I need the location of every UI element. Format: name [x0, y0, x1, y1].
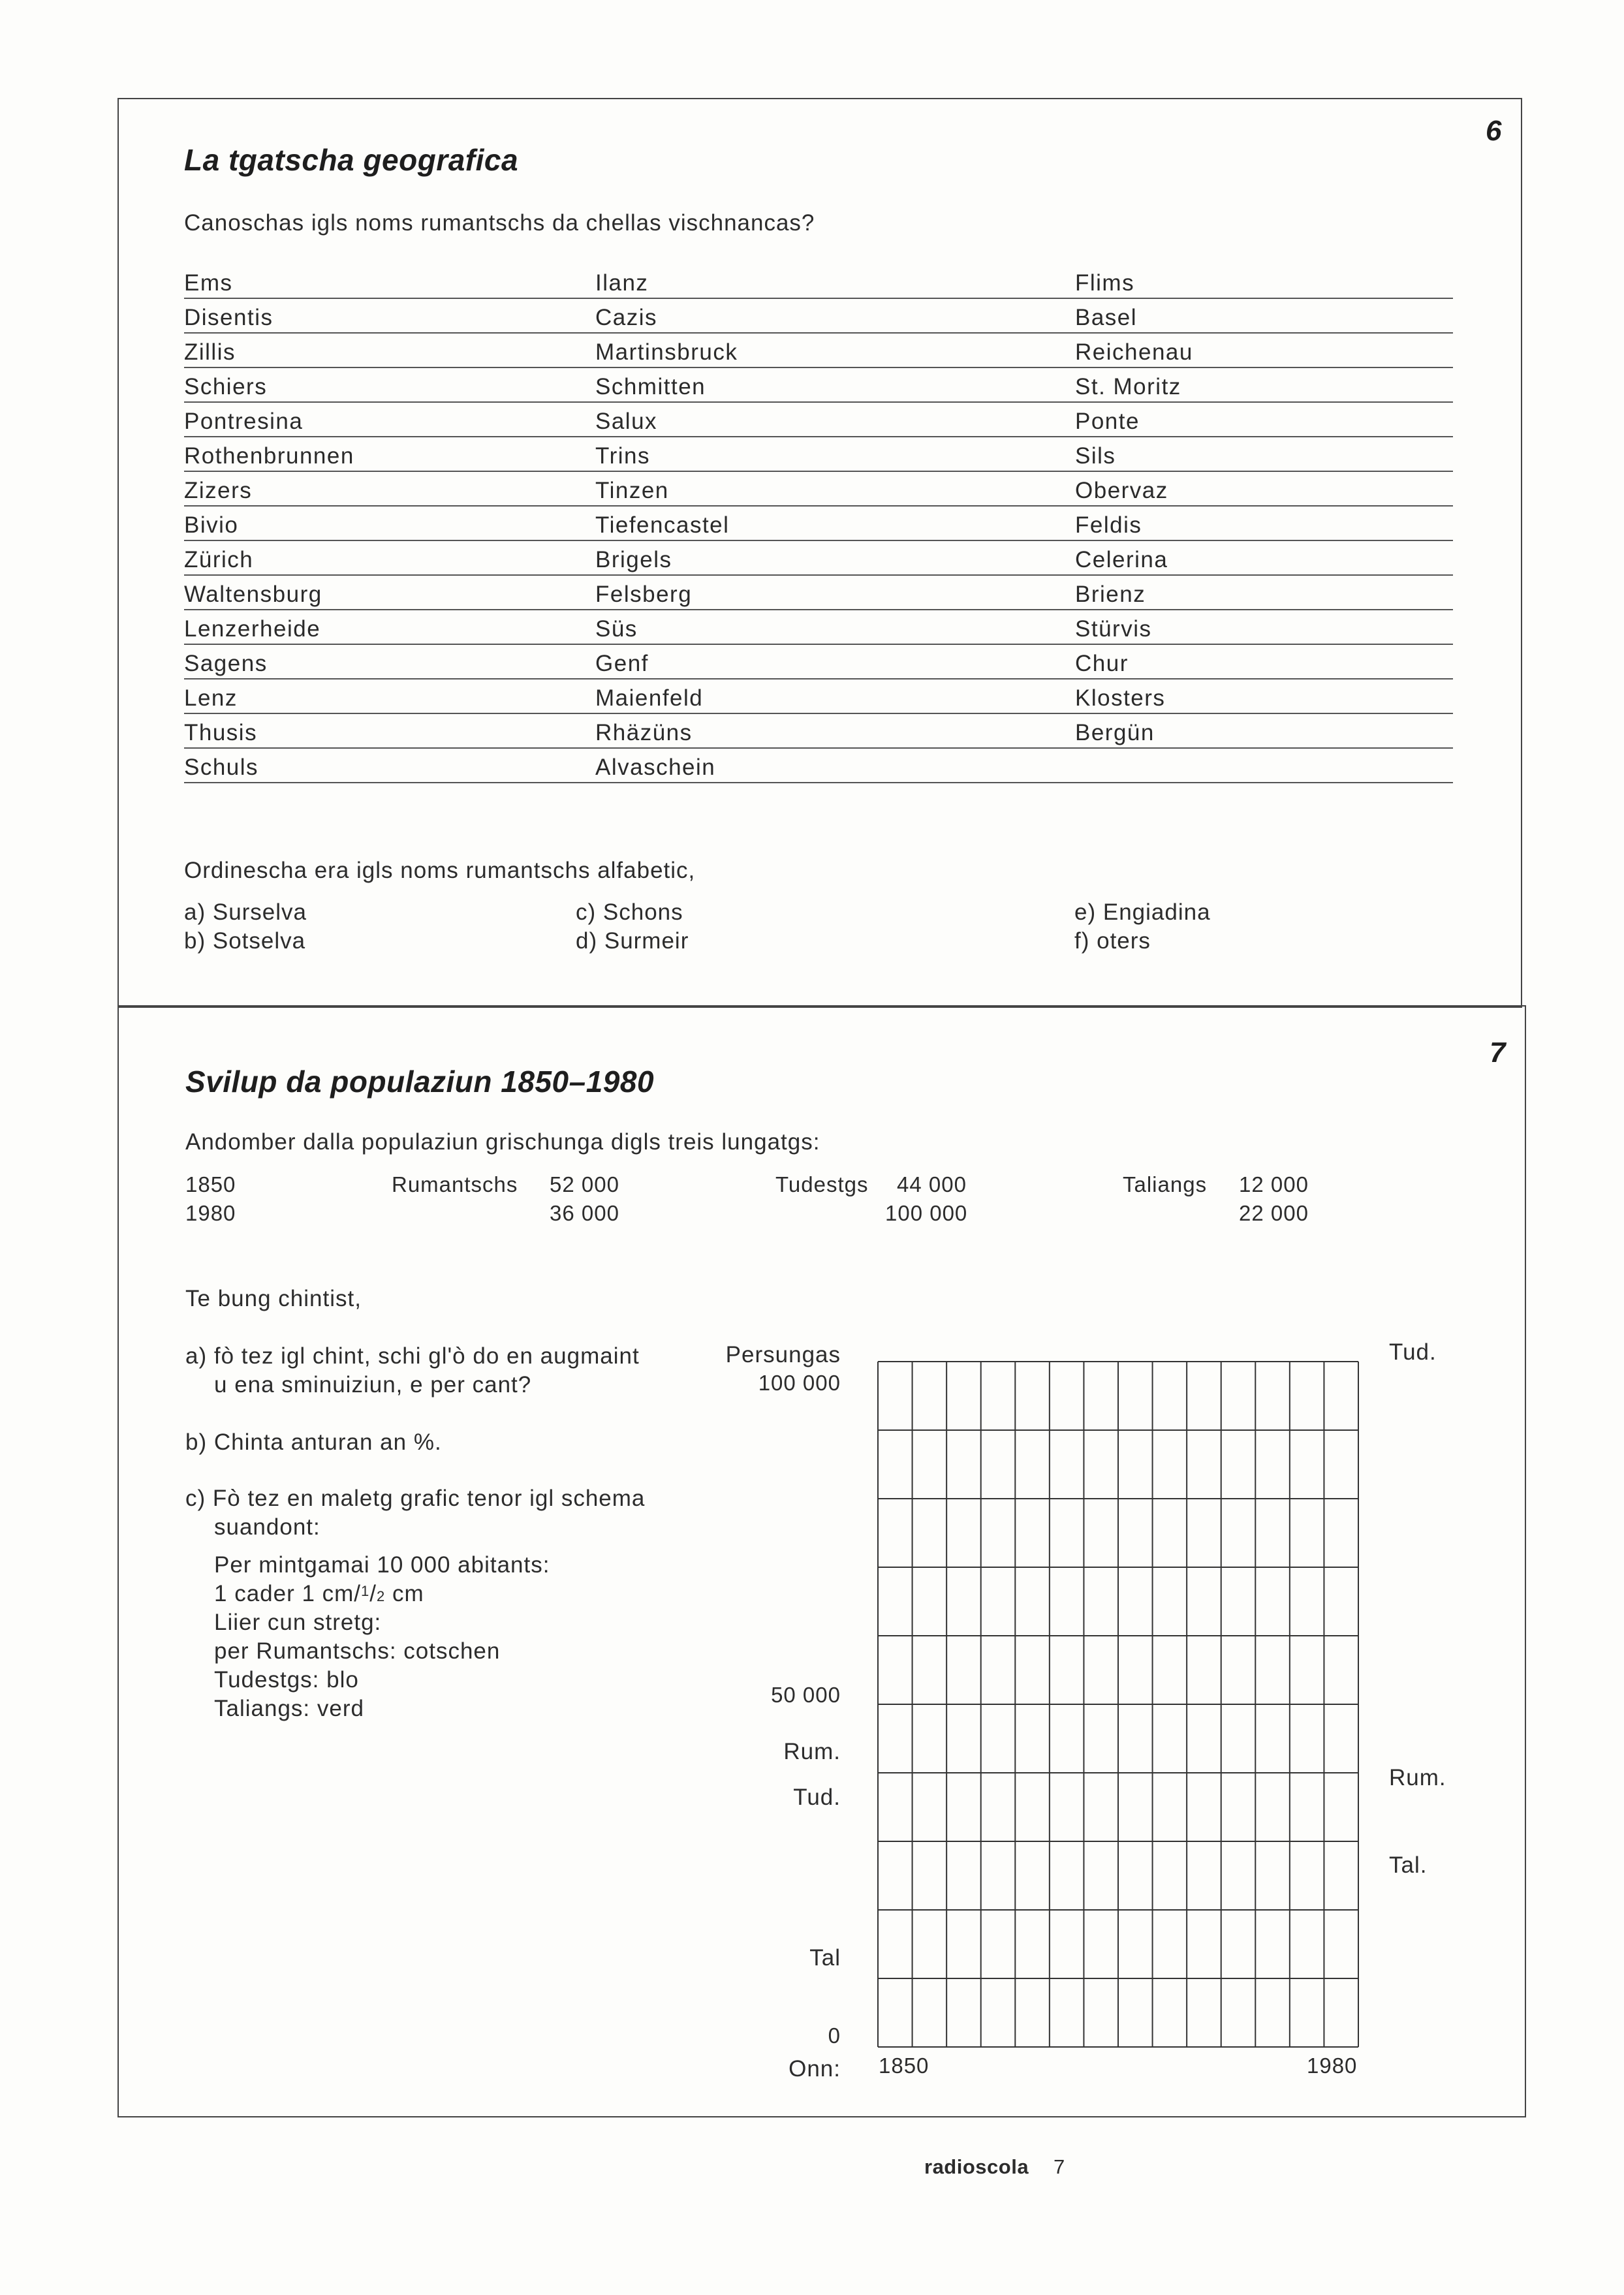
region-b: b) Sotselva	[184, 928, 306, 954]
y-tick-0: 0	[828, 2023, 841, 2048]
town-name: Zürich	[184, 547, 254, 572]
town-row	[184, 610, 1453, 645]
town-name: Stürvis	[1075, 616, 1152, 642]
town-name: Ilanz	[595, 270, 649, 296]
town-name: Ponte	[1075, 409, 1140, 434]
left-label-rum: Rum.	[783, 1739, 841, 1764]
label-taliangs: Taliangs	[1123, 1172, 1208, 1196]
region-c: c) Schons	[576, 899, 683, 925]
right-label-tud: Tud.	[1389, 1339, 1437, 1365]
town-name: Tinzen	[595, 478, 669, 503]
rum-1980: 36 000	[550, 1201, 619, 1225]
task-a-line1: a) fò tez igl chint, schi gl'ò do en augmaint	[185, 1343, 640, 1369]
town-name: Lenzerheide	[184, 616, 321, 642]
town-name: Martinsbruck	[595, 339, 738, 365]
scheme-line4: per Rumantschs: cotschen	[214, 1638, 501, 1664]
town-name: Brigels	[595, 547, 672, 572]
right-label-tal: Tal.	[1389, 1852, 1428, 1878]
task-c-line2: suandont:	[214, 1514, 320, 1540]
left-label-tud: Tud.	[793, 1785, 841, 1810]
town-name: Brienz	[1075, 582, 1146, 607]
town-name: Flims	[1075, 270, 1135, 296]
town-name: Alvaschein	[595, 755, 716, 780]
town-name: Celerina	[1075, 547, 1168, 572]
town-name: Süs	[595, 616, 638, 642]
town-name: Klosters	[1075, 685, 1166, 711]
region-e: e) Engiadina	[1074, 899, 1211, 925]
town-name: Basel	[1075, 305, 1138, 330]
town-name: Reichenau	[1075, 339, 1193, 365]
town-name: Disentis	[184, 305, 273, 330]
town-row	[184, 333, 1453, 368]
town-row	[184, 264, 1453, 299]
town-row	[184, 644, 1453, 679]
town-name: Waltensburg	[184, 582, 322, 607]
right-label-rum: Rum.	[1389, 1765, 1446, 1790]
town-name: Chur	[1075, 651, 1129, 676]
scheme-line6: Taliangs: verd	[214, 1696, 364, 1721]
y-tick-50000: 50 000	[771, 1683, 841, 1707]
x-tick-1980: 1980	[1307, 2053, 1358, 2078]
town-row	[184, 298, 1453, 334]
task-a-line2: u ena sminuiziun, e per cant?	[214, 1372, 532, 1397]
rum-1850: 52 000	[550, 1172, 619, 1196]
town-row	[184, 437, 1453, 472]
exercise-7-number: 7	[1490, 1037, 1506, 1069]
exercise-6-number: 6	[1486, 115, 1502, 147]
town-name: Cazis	[595, 305, 658, 330]
x-axis-title: Onn:	[789, 2056, 841, 2082]
order-instruction: Ordinescha era igls noms rumantschs alfabetic,	[184, 858, 696, 883]
tud-1980: 100 000	[885, 1201, 968, 1225]
town-name: Genf	[595, 651, 649, 676]
town-name: Schmitten	[595, 374, 706, 399]
y-axis-title: Persungas	[725, 1342, 841, 1367]
town-name: Schiers	[184, 374, 268, 399]
table-year-1980: 1980	[185, 1201, 236, 1225]
left-label-tal: Tal	[809, 1945, 841, 1971]
town-row	[184, 679, 1453, 714]
scheme-line1: Per mintgamai 10 000 abitants:	[214, 1552, 550, 1578]
town-name: Pontresina	[184, 409, 304, 434]
y-tick-100000: 100 000	[758, 1371, 841, 1395]
scheme-line2: 1 cader 1 cm/$^1$/2 cm	[214, 1581, 424, 1606]
town-name: Thusis	[184, 720, 258, 745]
town-name: Zillis	[184, 339, 236, 365]
town-name: Bivio	[184, 512, 239, 538]
exercise-6-question: Canoschas igls noms rumantschs da chellas vischnancas?	[184, 210, 815, 236]
town-name: Rothenbrunnen	[184, 443, 354, 469]
tal-1850: 12 000	[1239, 1172, 1309, 1196]
town-name: Schuls	[184, 755, 259, 780]
exercise-7-title: Svilup da populaziun 1850–1980	[185, 1065, 655, 1099]
blank-graph-grid[interactable]	[877, 1360, 1359, 2048]
town-row	[184, 402, 1453, 437]
town-name: Tiefencastel	[595, 512, 730, 538]
town-name: Obervaz	[1075, 478, 1168, 503]
town-name: St. Moritz	[1075, 374, 1181, 399]
task-b: b) Chinta anturan an %.	[185, 1429, 442, 1455]
town-name: Felsberg	[595, 582, 693, 607]
x-tick-1850: 1850	[879, 2053, 929, 2078]
footer-brand: radioscola	[924, 2155, 1029, 2178]
tal-1980: 22 000	[1239, 1201, 1309, 1225]
town-name: Ems	[184, 270, 233, 296]
town-row	[184, 506, 1453, 541]
town-row	[184, 367, 1453, 403]
label-tudestgs: Tudestgs	[775, 1172, 869, 1196]
town-name: Bergün	[1075, 720, 1155, 745]
tud-1850: 44 000	[897, 1172, 967, 1196]
town-name: Feldis	[1075, 512, 1142, 538]
footer-page-number: 7	[1054, 2155, 1066, 2178]
scheme-line5: Tudestgs: blo	[214, 1667, 359, 1693]
region-a: a) Surselva	[184, 899, 307, 925]
town-name: Zizers	[184, 478, 253, 503]
town-row	[184, 540, 1453, 576]
town-name: Sils	[1075, 443, 1116, 469]
town-row	[184, 575, 1453, 610]
task-c-line1: c) Fò tez en maletg grafic tenor igl schema	[185, 1486, 646, 1511]
town-name: Sagens	[184, 651, 268, 676]
exercise-7-intro: Andomber dalla populaziun grischunga digls treis lungatgs:	[185, 1129, 820, 1155]
town-name: Rhäzüns	[595, 720, 693, 745]
town-name: Salux	[595, 409, 658, 434]
town-row	[184, 471, 1453, 507]
region-f: f) oters	[1074, 928, 1151, 954]
town-row	[184, 748, 1453, 783]
label-rumantschs: Rumantschs	[392, 1172, 518, 1196]
exercise-6-title: La tgatscha geografica	[184, 143, 519, 177]
town-name: Lenz	[184, 685, 238, 711]
town-name: Maienfeld	[595, 685, 704, 711]
task-intro: Te bung chintist,	[185, 1286, 362, 1311]
table-year-1850: 1850	[185, 1172, 236, 1196]
town-row	[184, 713, 1453, 749]
region-d: d) Surmeir	[576, 928, 689, 954]
scheme-line3: Liier cun stretg:	[214, 1610, 382, 1635]
town-name: Trins	[595, 443, 650, 469]
